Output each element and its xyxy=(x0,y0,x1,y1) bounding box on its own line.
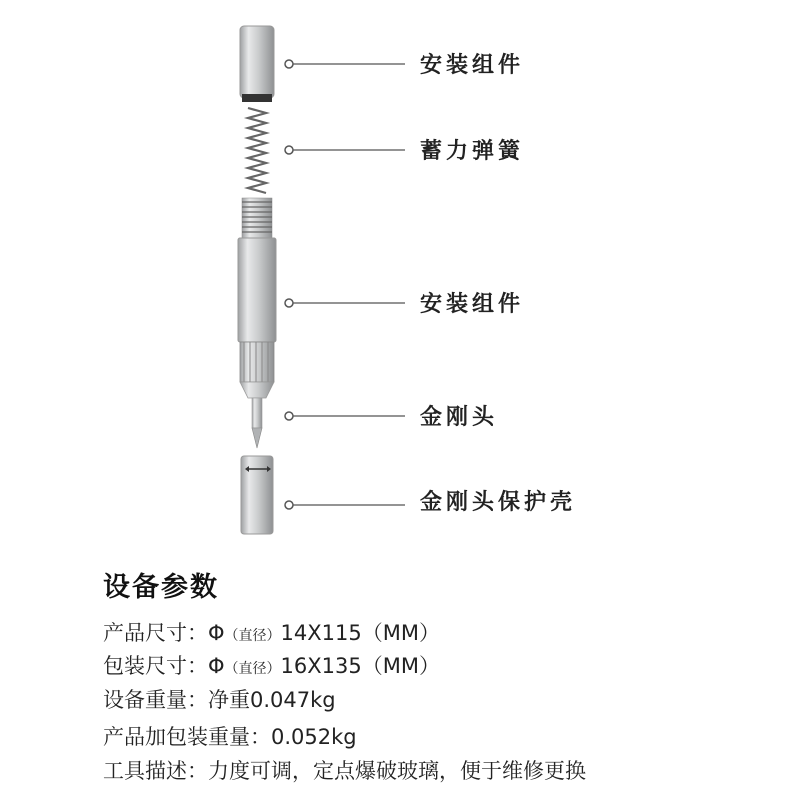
thread-part xyxy=(242,198,272,238)
spec-size-phi: Φ xyxy=(208,621,225,645)
spec-pack-label: 包装尺寸： xyxy=(103,654,208,678)
spec-size-value: 14X115（MM） xyxy=(280,621,440,645)
leader-line-tip xyxy=(285,412,405,420)
callout-label-spring: 蓄力弹簧 xyxy=(420,138,525,164)
spec-desc-label: 工具描述： xyxy=(103,759,208,783)
spec-size-note: （直径） xyxy=(224,628,281,644)
leader-line-spring xyxy=(285,146,405,154)
spec-pack-value: 16X135（MM） xyxy=(280,654,440,678)
leader-line-cap xyxy=(285,60,405,68)
spec-row-description xyxy=(103,761,586,782)
spec-size-label: 产品尺寸： xyxy=(103,621,208,645)
spec-row-gross-weight xyxy=(103,727,357,748)
main-body-part xyxy=(238,238,276,398)
spec-pack-note: （直径） xyxy=(224,661,281,677)
callout-label-cover: 金刚头保护壳 xyxy=(420,489,577,515)
leader-line-body xyxy=(285,299,405,307)
spec-row-package xyxy=(103,656,440,677)
spec-gross-value: 0.052kg xyxy=(271,725,357,749)
spec-weight-value: 净重0.047kg xyxy=(208,688,336,712)
top-cap-part xyxy=(240,26,274,102)
spec-pack-phi: Φ xyxy=(208,654,225,678)
diamond-tip-part xyxy=(252,398,262,448)
callout-label-cap: 安装组件 xyxy=(420,52,525,78)
spec-gross-label: 产品加包装重量： xyxy=(103,725,271,749)
spring-part xyxy=(248,108,266,193)
spec-desc-value: 力度可调，定点爆破玻璃，便于维修更换 xyxy=(208,759,586,783)
spec-weight-label: 设备重量： xyxy=(103,688,208,712)
tip-cover-part xyxy=(241,456,273,534)
leader-line-cover xyxy=(285,501,405,509)
spec-row-weight xyxy=(103,690,336,711)
spec-title: 设备参数 xyxy=(103,572,219,603)
spec-row-size xyxy=(103,623,440,644)
callout-label-tip: 金刚头 xyxy=(420,404,499,430)
callout-label-body: 安装组件 xyxy=(420,291,525,317)
